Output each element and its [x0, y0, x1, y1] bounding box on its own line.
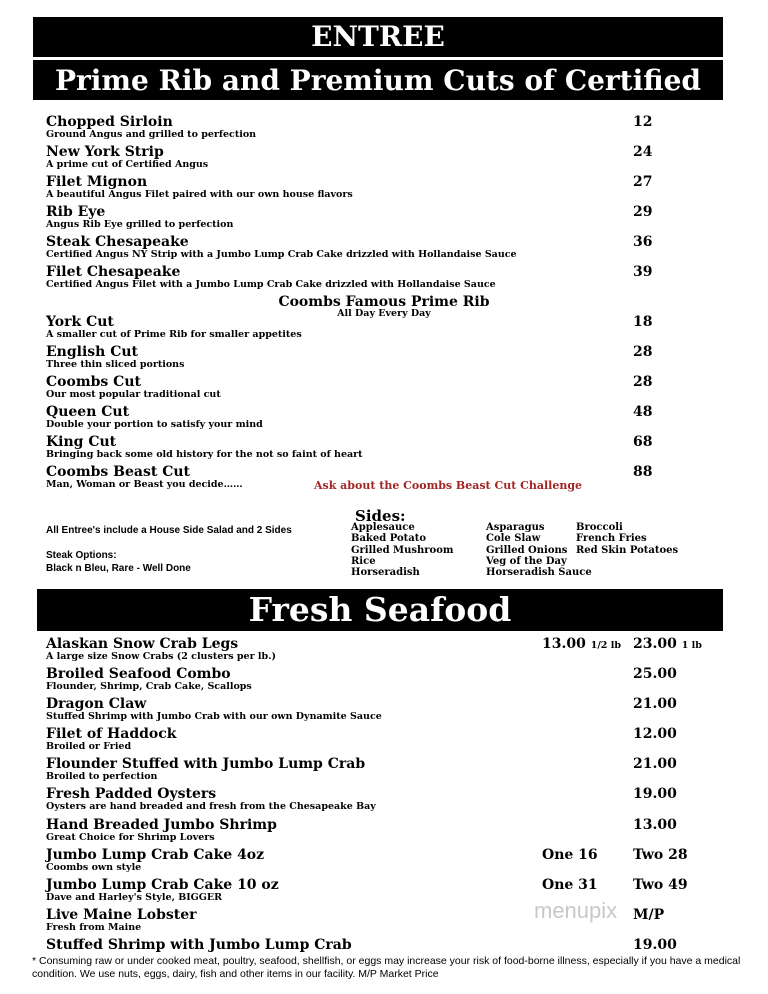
item-name: Dragon Claw	[46, 696, 147, 712]
menu-item	[46, 375, 696, 400]
item-price: 24	[633, 144, 653, 160]
item-price: 48	[633, 404, 653, 420]
price-unit: 1/2 lb	[590, 640, 621, 651]
item-description: Three thin sliced portions	[46, 359, 185, 370]
side-item: Veg of the Day	[486, 555, 567, 567]
seafood-header: Fresh Seafood	[37, 589, 723, 631]
item-description: A smaller cut of Prime Rib for smaller appetites	[46, 329, 302, 340]
side-item: Horseradish Sauce	[486, 567, 592, 579]
menupix-watermark: menupix	[534, 898, 618, 923]
item-name: Stuffed Shrimp with Jumbo Lump Crab	[46, 937, 352, 953]
menu-item	[46, 205, 696, 230]
item-name: New York Strip	[46, 144, 164, 160]
item-description: A prime cut of Certified Angus	[46, 159, 209, 170]
menu-item	[46, 787, 696, 812]
item-description: Oysters are hand breaded and fresh from the Chesapeake Bay	[46, 801, 376, 812]
item-description: Dave and Harley's Style, BIGGER	[46, 892, 223, 903]
item-name: Queen Cut	[46, 404, 130, 420]
item-name: Chopped Sirloin	[46, 114, 173, 130]
item-price: 25.00	[633, 666, 677, 682]
item-price: Two 28	[633, 847, 688, 863]
side-item: Broccoli	[576, 522, 623, 533]
item-name: York Cut	[46, 314, 114, 330]
menu-item	[46, 315, 696, 340]
beast-challenge-note: Ask about the Coombs Beast Cut Challenge	[314, 479, 583, 492]
item-price: 28	[633, 344, 653, 360]
sides-column-1	[351, 522, 453, 578]
side-item: Cole Slaw	[486, 533, 541, 545]
item-name: Coombs Beast Cut	[46, 464, 190, 480]
price-unit: 1 lb	[681, 640, 702, 651]
side-item: Baked Potato	[351, 533, 427, 545]
sides-title: Sides:	[355, 507, 406, 525]
item-description: Coombs own style	[46, 862, 142, 873]
single-price: One 31	[542, 877, 598, 893]
menu-item	[46, 235, 696, 260]
item-description: Broiled or Fried	[46, 741, 132, 752]
item-price: 27	[633, 174, 653, 190]
single-price: One 16	[542, 847, 598, 863]
menu-item	[46, 727, 696, 752]
menu-item	[46, 175, 696, 200]
item-name: Jumbo Lump Crab Cake 10 oz	[46, 877, 279, 893]
menu-item	[46, 938, 696, 952]
item-price: 68	[633, 434, 653, 450]
item-name: English Cut	[46, 344, 138, 360]
prime-rib-title: Coombs Famous Prime Rib	[278, 294, 490, 310]
item-price: 21.00	[633, 756, 677, 772]
item-name: King Cut	[46, 434, 117, 450]
item-name: Flounder Stuffed with Jumbo Lump Crab	[46, 756, 366, 772]
prime-rib-subtitle: All Day Every Day	[337, 308, 431, 319]
steak-options: Black n Bleu, Rare - Well Done	[46, 563, 191, 574]
footer-disclaimer: * Consuming raw or under cooked meat, poultry, seafood, shellfish, or eggs may increase your risk of food-borne illness, especially if you have a medical condition. We use nuts, eggs, dairy, fish and other items in our facility. M/P Market Price	[32, 955, 741, 980]
item-price: 29	[633, 204, 653, 220]
side-item: Grilled Onions	[486, 544, 568, 556]
item-description: Double your portion to satisfy your mind	[46, 419, 263, 430]
item-price: 13.00	[633, 817, 677, 833]
side-item: Grilled Mushroom	[351, 544, 454, 556]
item-description: Fresh from Maine	[46, 922, 142, 933]
menu-item	[46, 115, 696, 140]
side-item: Applesauce	[351, 522, 415, 533]
item-price: 18	[633, 314, 653, 330]
item-name: Jumbo Lump Crab Cake 4oz	[46, 847, 265, 863]
side-item: Rice	[351, 555, 376, 567]
item-name: Hand Breaded Jumbo Shrimp	[46, 817, 277, 833]
item-name: Filet Mignon	[46, 174, 148, 190]
item-description: Man, Woman or Beast you decide……	[46, 479, 243, 490]
menu-item	[46, 667, 696, 692]
item-description: Certified Angus Filet with a Jumbo Lump Crab Cake drizzled with Hollandaise Sauce	[46, 279, 496, 290]
item-name: Fresh Padded Oysters	[46, 786, 217, 802]
menu-item	[46, 697, 696, 722]
item-name: Steak Chesapeake	[46, 234, 189, 250]
menu-item	[46, 757, 696, 782]
item-description: Great Choice for Shrimp Lovers	[46, 832, 215, 843]
item-description: Angus Rib Eye grilled to perfection	[46, 219, 234, 230]
side-item: Asparagus	[486, 522, 545, 533]
item-name: Live Maine Lobster	[46, 907, 197, 923]
entree-header: ENTREE	[33, 17, 723, 57]
menu-item	[46, 435, 696, 460]
item-description: Ground Angus and grilled to perfection	[46, 129, 257, 140]
item-price: 36	[633, 234, 653, 250]
menu-item	[46, 405, 696, 430]
menu-item	[46, 265, 696, 290]
item-name: Coombs Cut	[46, 374, 141, 390]
premium-cuts-header: Prime Rib and Premium Cuts of Certified Angus	[33, 60, 723, 100]
item-name: Filet of Haddock	[46, 726, 177, 742]
item-name: Filet Chesapeake	[46, 264, 181, 280]
item-name: Alaskan Snow Crab Legs	[46, 636, 239, 652]
side-item: Red Skin Potatoes	[576, 544, 679, 556]
item-description: Stuffed Shrimp with Jumbo Crab with our own Dynamite Sauce	[46, 711, 382, 722]
sides-column-3	[576, 522, 678, 556]
item-description: Bringing back some old history for the not so faint of heart	[46, 449, 363, 460]
item-price: 19.00	[633, 786, 677, 802]
menu-item	[46, 345, 696, 370]
side-item: Horseradish	[351, 567, 420, 579]
item-price: 21.00	[633, 696, 677, 712]
item-price: 88	[633, 464, 653, 480]
item-description: Certified Angus NY Strip with a Jumbo Lump Crab Cake drizzled with Hollandaise Sauce	[46, 249, 517, 260]
item-name: Broiled Seafood Combo	[46, 666, 231, 682]
includes-note: All Entree's include a House Side Salad and 2 Sides	[46, 525, 292, 536]
menu-item	[46, 848, 696, 873]
item-price: Two 49	[633, 877, 688, 893]
item-name: Rib Eye	[46, 204, 106, 220]
item-price: 12	[633, 114, 653, 130]
item-description: A beautiful Angus Filet paired with our own house flavors	[46, 189, 353, 200]
menu-item	[46, 145, 696, 170]
item-price: 12.00	[633, 726, 677, 742]
item-description: Flounder, Shrimp, Crab Cake, Scallops	[46, 681, 252, 692]
item-price: M/P	[633, 907, 665, 923]
item-description: Our most popular traditional cut	[46, 389, 221, 400]
item-price: 39	[633, 264, 653, 280]
item-price: 19.00	[633, 937, 677, 953]
item-price: 23.00 1 lb	[633, 636, 702, 652]
half-pound-price: 13.00 1/2 lb	[542, 636, 621, 652]
item-price: 28	[633, 374, 653, 390]
menu-item	[46, 818, 696, 843]
item-description: Broiled to perfection	[46, 771, 158, 782]
item-description: A large size Snow Crabs (2 clusters per lb.)	[46, 651, 276, 662]
side-item: French Fries	[576, 533, 647, 545]
steak-options-label: Steak Options:	[46, 550, 117, 561]
